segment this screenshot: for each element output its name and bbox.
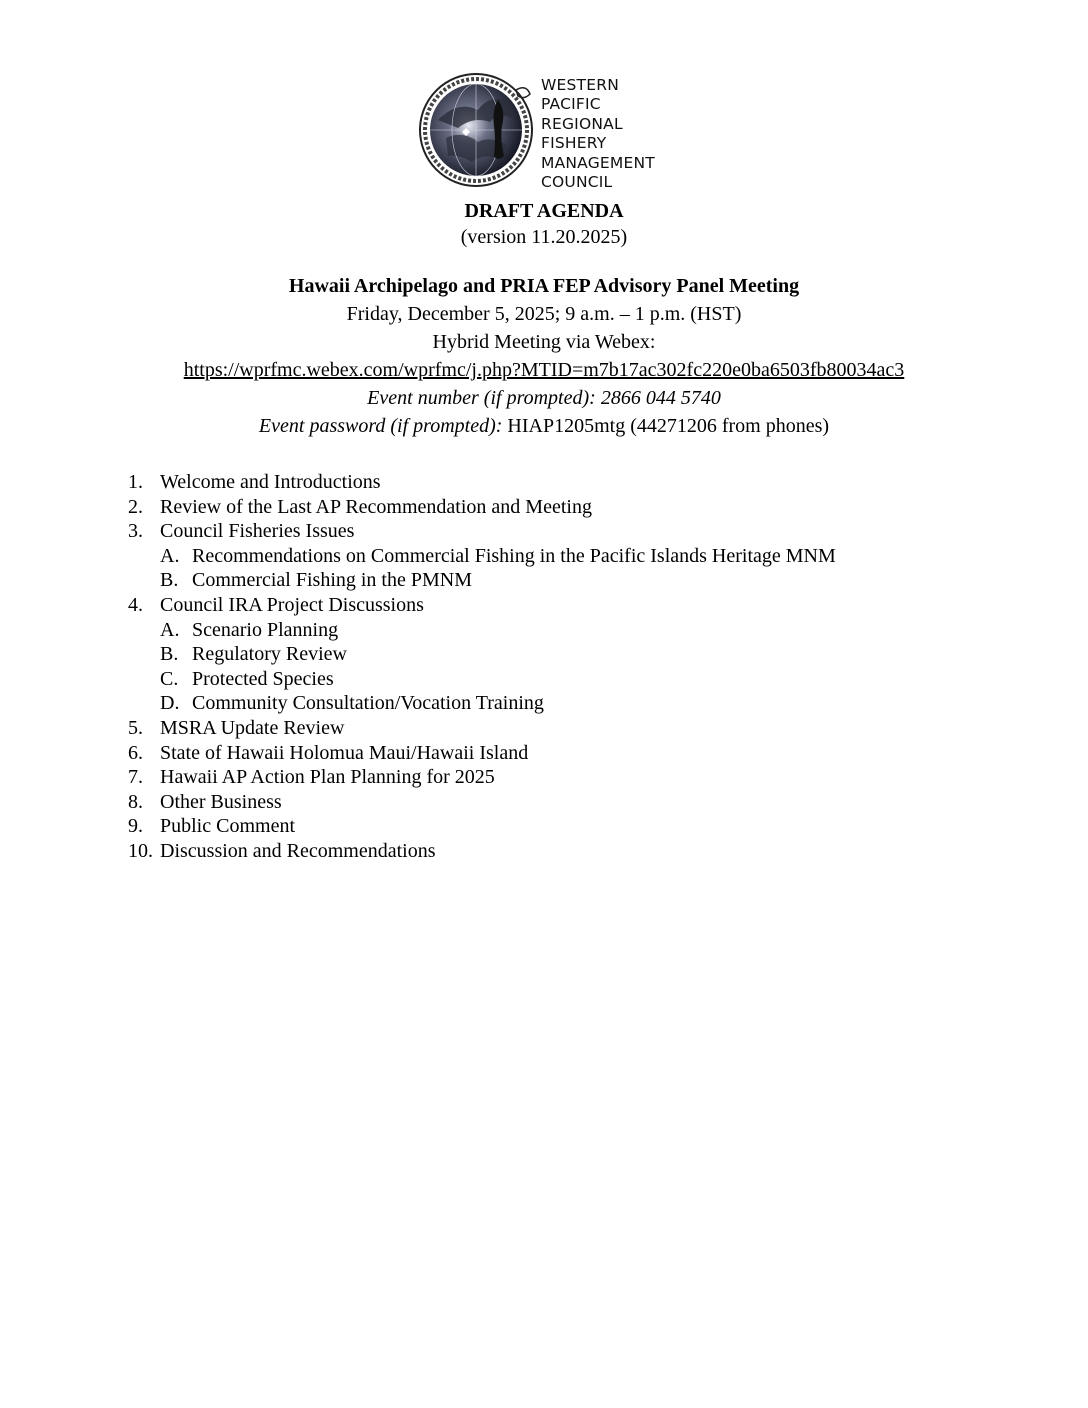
document-title: DRAFT AGENDA — [464, 200, 624, 222]
item-text: State of Hawaii Holomua Maui/Hawaii Island — [160, 741, 529, 764]
meeting-name: Hawaii Archipelago and PRIA FEP Advisory Panel Meeting — [288, 275, 800, 297]
council-name-line: MANAGEMENT — [541, 153, 655, 172]
item-text: Scenario Planning — [192, 618, 339, 641]
item-text: Welcome and Introductions — [160, 471, 381, 493]
event-number: Event number (if prompted): 2866 044 5740 — [367, 387, 721, 409]
item-text: Recommendations on Commercial Fishing in the Pacific Islands Heritage MNM — [192, 544, 836, 567]
item-number: 4. — [128, 594, 143, 616]
council-logo — [418, 70, 688, 195]
item-letter: D. — [160, 692, 180, 715]
item-letter: A. — [160, 618, 180, 641]
item-text: Council IRA Project Discussions — [160, 594, 424, 616]
version-label: (version 11.20.2025) — [460, 226, 628, 248]
item-text: Regulatory Review — [192, 643, 347, 666]
item-text: Protected Species — [192, 667, 334, 690]
item-number: 6. — [128, 741, 143, 764]
council-name — [541, 76, 655, 192]
council-name-line: FISHERY — [541, 134, 607, 153]
item-letter: B. — [160, 643, 179, 666]
item-number: 8. — [128, 790, 143, 813]
item-number: 10. — [128, 840, 153, 862]
item-text: MSRA Update Review — [160, 717, 345, 739]
item-number: 5. — [128, 717, 143, 739]
hybrid-meeting-label: Hybrid Meeting via Webex: — [432, 331, 656, 353]
council-name-line: PACIFIC — [541, 95, 601, 114]
item-text: Discussion and Recommendations — [160, 840, 436, 862]
event-password — [0, 414, 1088, 438]
item-text: Review of the Last AP Recommendation and Meeting — [160, 495, 592, 518]
council-name-line: WESTERN — [541, 76, 619, 94]
event-password-value: HIAP1205mtg (44271206 from phones) — [502, 415, 830, 437]
item-text: Other Business — [160, 790, 282, 813]
globe-seal-icon — [418, 70, 538, 192]
item-letter: A. — [160, 544, 180, 567]
item-number: 7. — [128, 766, 143, 789]
council-name-line: COUNCIL — [541, 173, 613, 192]
item-text: Commercial Fishing in the PMNM — [192, 569, 472, 592]
meeting-datetime: Friday, December 5, 2025; 9 a.m. – 1 p.m. (HST) — [346, 303, 742, 325]
item-number: 9. — [128, 815, 143, 838]
item-text: Hawaii AP Action Plan Planning for 2025 — [160, 766, 495, 789]
item-letter: C. — [160, 667, 179, 690]
item-text: Community Consultation/Vocation Training — [192, 692, 544, 715]
item-number: 1. — [128, 471, 143, 493]
item-number: 3. — [128, 520, 143, 543]
event-password-label: Event password (if prompted): — [258, 415, 503, 437]
item-letter: B. — [160, 569, 179, 592]
item-text: Public Comment — [160, 815, 295, 838]
council-name-line: REGIONAL — [541, 114, 623, 133]
item-text: Council Fisheries Issues — [160, 520, 355, 543]
webex-link[interactable]: https://wprfmc.webex.com/wprfmc/j.php?MTID=m7b17ac302fc220e0ba6503fb80034ac3 — [183, 359, 905, 381]
item-number: 2. — [128, 495, 143, 518]
